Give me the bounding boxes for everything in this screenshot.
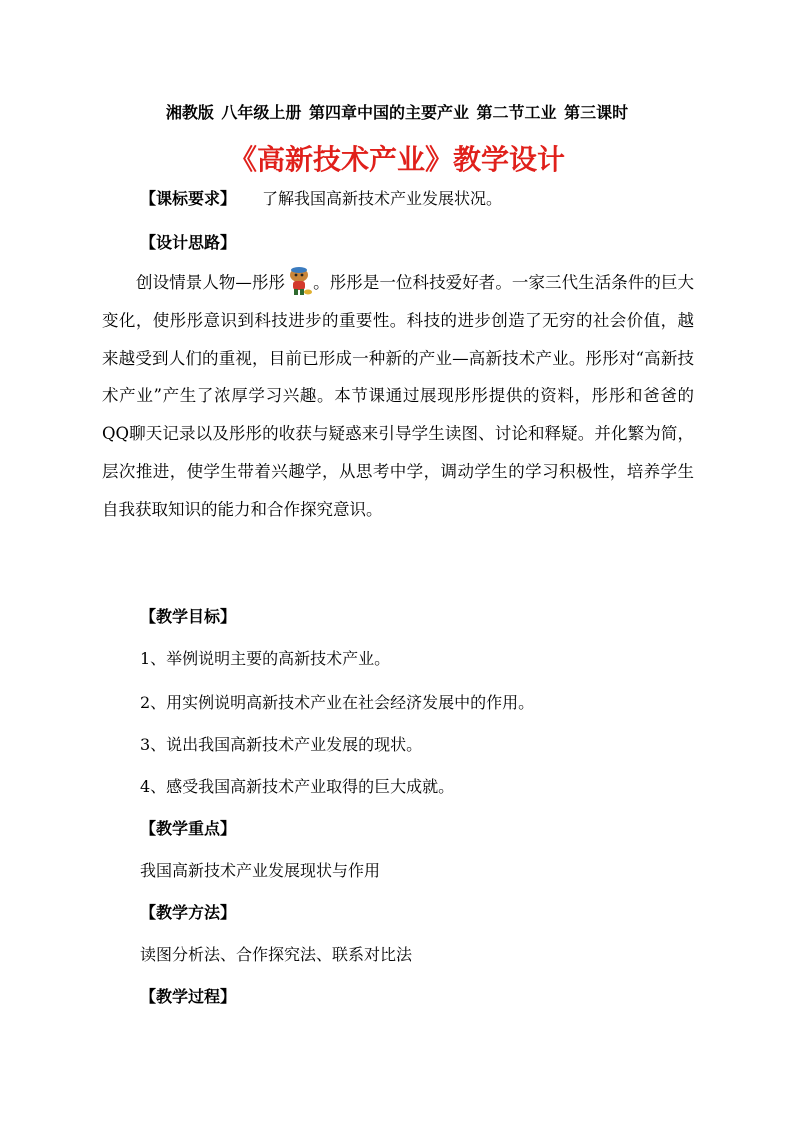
method-text: 读图分析法、合作探究法、联系对比法 — [140, 945, 413, 964]
standard-text: 了解我国高新技术产业发展状况。 — [262, 189, 503, 208]
document-subtitle: 湘教版 八年级上册 第四章中国的主要产业 第二节工业 第三课时 — [165, 103, 629, 122]
mascot-icon — [285, 266, 313, 296]
design-intro: 创设情景人物—彤彤 — [136, 273, 286, 292]
keypoint-heading: 【教学重点】 — [140, 819, 237, 838]
goals-heading: 【教学目标】 — [140, 607, 237, 626]
method-heading: 【教学方法】 — [140, 903, 237, 922]
design-heading: 【设计思路】 — [140, 233, 237, 252]
standard-heading: 【课标要求】 — [140, 189, 237, 208]
design-paragraph — [102, 264, 694, 529]
goal-item: 4、感受我国高新技术产业取得的巨大成就。 — [140, 777, 455, 796]
document-title: 《高新技术产业》教学设计 — [228, 143, 565, 176]
goal-item: 2、用实例说明高新技术产业在社会经济发展中的作用。 — [140, 693, 535, 712]
design-text: 。彤彤是一位科技爱好者。一家三代生活条件的巨大变化，使彤彤意识到科技进步的重要性。科技的进步创造了无穷的社会价值，越来越受到人们的重视，目前已形成一种新的产业—高新技术产业。彤彤对“高新技术产业”产生了浓厚学习兴趣。本节课通过展现彤彤提供的资料，彤彤和爸爸的QQ聊天记录以及彤彤的收获与疑惑来引导学生读图、讨论和释疑。并化繁为简，层次推进，使学生带着兴趣学，从思考中学，调动学生的学习积极性，培养学生自我获取知识的能力和合作探究意识。 — [102, 273, 695, 519]
process-heading: 【教学过程】 — [140, 987, 237, 1006]
goal-item: 1、举例说明主要的高新技术产业。 — [140, 649, 391, 668]
keypoint-text: 我国高新技术产业发展现状与作用 — [140, 861, 381, 880]
goal-item: 3、说出我国高新技术产业发展的现状。 — [140, 735, 423, 754]
